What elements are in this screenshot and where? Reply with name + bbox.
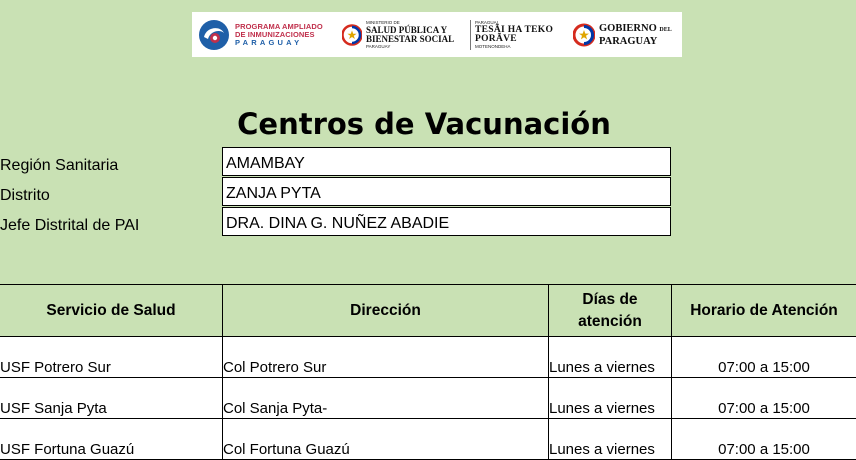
header-days-line2: atención [578,313,642,330]
gobierno-logo-line2: PARAGUAY [599,36,672,47]
page-title: Centros de Vacunación [0,107,848,141]
district-value[interactable]: ZANJA PYTA [222,177,671,206]
header-service: Servicio de Salud [0,285,223,337]
cell-days[interactable]: Lunes a viernes [549,378,672,419]
header-address: Dirección [223,285,549,337]
gobierno-logo-line1: GOBIERNO [599,23,657,34]
cell-address[interactable]: Col Potrero Sur [223,337,549,378]
district-label: Distrito [0,187,50,205]
pai-logo-line1: PROGRAMA AMPLIADO [235,23,323,31]
paraguay-star-seal-icon [573,23,595,47]
ministerio-logo-line3: BIENESTAR SOCIAL [366,35,454,44]
header-hours: Horario de Atención [672,285,856,337]
pai-logo-line2: DE INMUNIZACIONES [235,31,323,39]
cell-hours[interactable]: 07:00 a 15:00 [672,378,856,419]
gobierno-logo [567,12,672,57]
region-value[interactable]: AMAMBAY [222,147,671,176]
logo-banner [192,12,682,57]
cell-address[interactable]: Col Sanja Pyta- [223,378,549,419]
header-days [549,285,672,337]
ministerio-logo [328,12,468,57]
cell-service[interactable]: USF Fortuna Guazú [0,419,223,460]
pai-emblem-icon [198,19,230,51]
table-row [0,419,856,460]
cell-days[interactable]: Lunes a viernes [549,337,672,378]
tesai-logo [475,12,567,57]
cell-days[interactable]: Lunes a viernes [549,419,672,460]
tesai-logo-small: PARAGUAI [475,20,553,26]
table-row [0,378,856,419]
gobierno-logo-line1-small: DEL [659,27,671,33]
header-days-line1: Días de [582,291,637,308]
table-row [0,337,856,378]
ministerio-logo-small-bottom: PARAGUAY [366,44,454,50]
tesai-logo-line3: PORÃVE [475,35,553,44]
region-label: Región Sanitaria [0,157,118,175]
pai-chief-label: Jefe Distrital de PAI [0,217,139,235]
cell-service[interactable]: USF Sanja Pyta [0,378,223,419]
cell-hours[interactable]: 07:00 a 15:00 [672,419,856,460]
cell-service[interactable]: USF Potrero Sur [0,337,223,378]
pai-chief-value[interactable]: DRA. DINA G. NUÑEZ ABADIE [222,207,671,236]
tesai-logo-small-bottom: MOTENONDEHA [475,44,553,50]
ministerio-logo-line2: SALUD PÚBLICA Y [366,26,454,35]
ministerio-logo-small: MINISTERIO DE [366,20,454,26]
table-header-row [0,285,856,337]
tesai-logo-line2: TESÃI HA TEKO [475,26,553,35]
cell-hours[interactable]: 07:00 a 15:00 [672,337,856,378]
cell-address[interactable]: Col Fortuna Guazú [223,419,549,460]
pai-logo [192,12,328,57]
logo-divider [470,20,471,50]
vaccination-centers-table [0,284,856,460]
pai-logo-line3: PARAGUAY [235,39,323,47]
paraguay-star-seal-icon [342,24,362,46]
